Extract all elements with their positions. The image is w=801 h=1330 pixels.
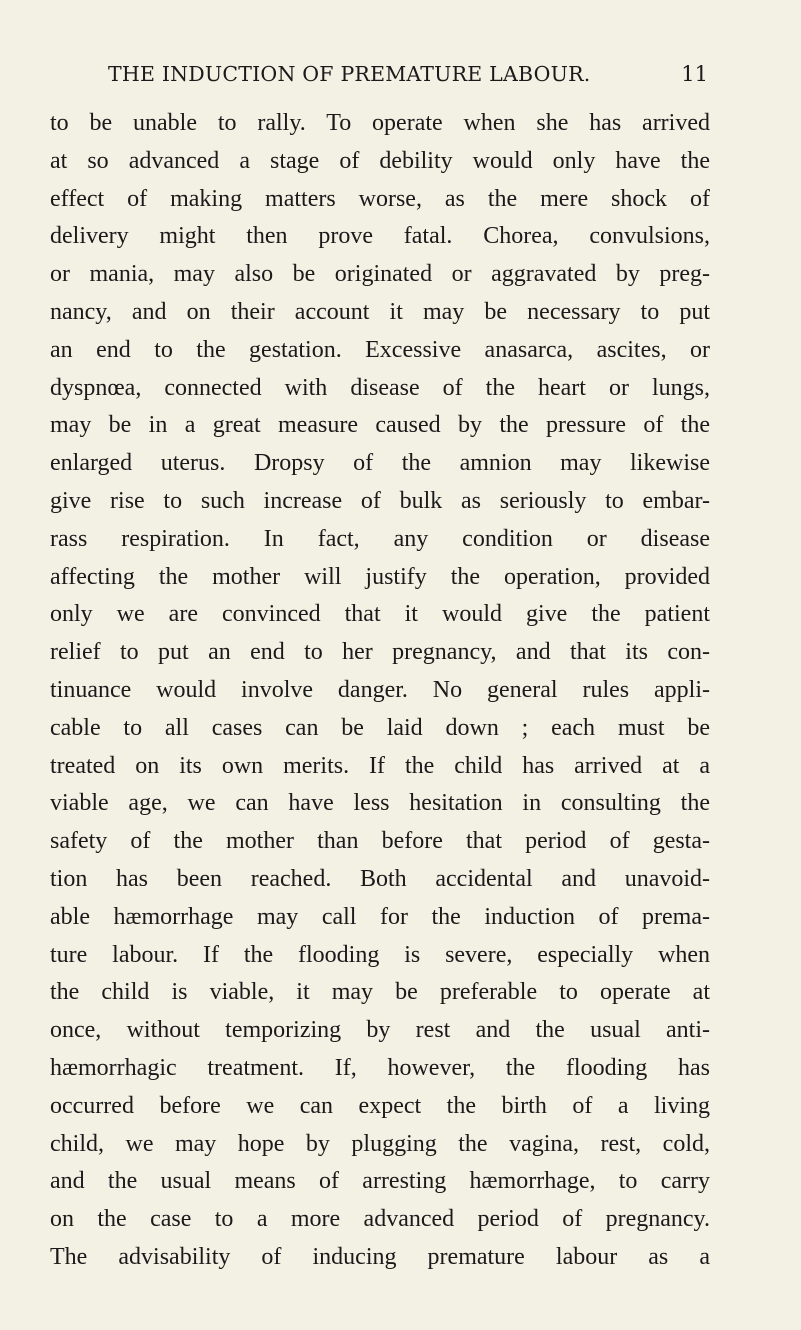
text-line: the child is viable, it may be preferable to operate at xyxy=(50,979,710,1006)
text-line: give rise to such increase of bulk as seriously to embar- xyxy=(50,487,710,514)
text-line: able hæmorrhage may call for the induction of prema- xyxy=(50,903,710,930)
page-number: 11 xyxy=(681,62,708,86)
text-line: ture labour. If the flooding is severe, especially when xyxy=(50,941,710,968)
text-line: once, without temporizing by rest and the usual anti- xyxy=(50,1017,710,1044)
text-line: hæmorrhagic treatment. If, however, the flooding has xyxy=(50,1054,710,1081)
running-title: THE INDUCTION OF PREMATURE LABOUR. xyxy=(108,62,591,86)
text-line: delivery might then prove fatal. Chorea, convulsions, xyxy=(50,223,710,250)
text-line: enlarged uterus. Dropsy of the amnion may likewise xyxy=(50,450,710,477)
text-line: rass respiration. In fact, any condition or disease xyxy=(50,525,710,552)
text-line: cable to all cases can be laid down ; each must be xyxy=(50,714,710,741)
text-line: relief to put an end to her pregnancy, and that its con- xyxy=(50,639,710,666)
text-line: viable age, we can have less hesitation in consulting the xyxy=(50,790,710,817)
text-line: only we are convinced that it would give the patient xyxy=(50,601,710,628)
text-line: nancy, and on their account it may be necessary to put xyxy=(50,298,710,325)
text-line: and the usual means of arresting hæmorrhage, to carry xyxy=(50,1168,710,1195)
text-line: an end to the gestation. Excessive anasarca, ascites, or xyxy=(50,336,710,363)
running-head xyxy=(108,62,708,98)
text-line: on the case to a more advanced period of pregnancy. xyxy=(50,1206,710,1233)
text-line: dyspnœa, connected with disease of the heart or lungs, xyxy=(50,374,710,401)
text-line: tion has been reached. Both accidental and unavoid- xyxy=(50,865,710,892)
text-line: tinuance would involve danger. No general rules appli- xyxy=(50,676,710,703)
text-line: child, we may hope by plugging the vagina, rest, cold, xyxy=(50,1130,710,1157)
text-line: occurred before we can expect the birth of a living xyxy=(50,1092,710,1119)
text-line: The advisability of inducing premature labour as a xyxy=(50,1243,710,1270)
text-line: effect of making matters worse, as the mere shock of xyxy=(50,185,710,212)
text-line: affecting the mother will justify the operation, provided xyxy=(50,563,710,590)
text-line: or mania, may also be originated or aggravated by preg- xyxy=(50,261,710,288)
body-text xyxy=(50,105,710,1277)
text-line: to be unable to rally. To operate when she has arrived xyxy=(50,110,710,136)
text-line: safety of the mother than before that period of gesta- xyxy=(50,828,710,855)
text-line: treated on its own merits. If the child has arrived at a xyxy=(50,752,710,779)
text-line: may be in a great measure caused by the pressure of the xyxy=(50,412,710,439)
text-line: at so advanced a stage of debility would only have the xyxy=(50,147,710,174)
